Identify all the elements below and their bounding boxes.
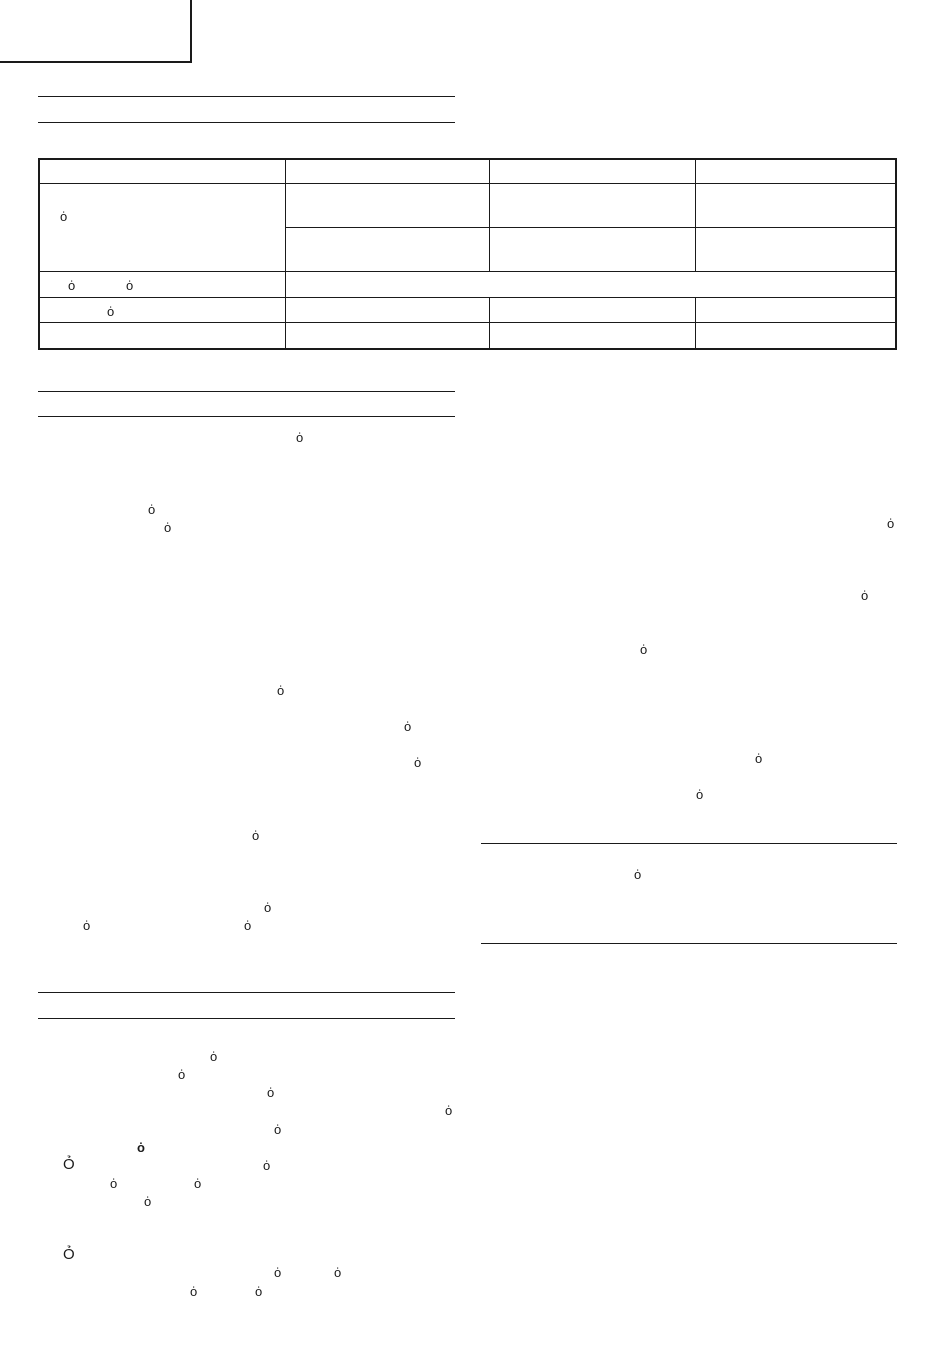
text-mark: ȯ [244, 918, 252, 933]
text-mark: ȯ [274, 1122, 282, 1137]
text-mark: ȯ [640, 642, 648, 657]
table-cell-mark: ȯ [126, 278, 134, 293]
text-mark: ȯ [445, 1103, 453, 1118]
table-row-divider-1b [285, 227, 895, 228]
table-row-divider-1 [40, 183, 895, 184]
table-row-divider-4 [40, 322, 895, 323]
text-mark: ȯ [110, 1176, 118, 1191]
text-mark: ȯ [144, 1194, 152, 1209]
text-mark: ȯ [887, 516, 895, 531]
text-mark: ȯ [404, 719, 412, 734]
table-cell-mark: ȯ [68, 278, 76, 293]
table-col-divider-3 [695, 160, 696, 272]
text-mark-capital: Ỏ [63, 1246, 75, 1263]
text-mark: ȯ [83, 918, 91, 933]
text-mark: ȯ [277, 683, 285, 698]
text-mark: ȯ [264, 900, 272, 915]
text-mark: ȯ [178, 1067, 186, 1082]
section1-rule-bottom [38, 416, 455, 417]
text-mark: ȯ [194, 1176, 202, 1191]
page-corner-tab [0, 0, 192, 63]
text-mark: ȯ [755, 751, 763, 766]
section2-rule-top [38, 992, 455, 993]
text-mark: ȯ [634, 867, 642, 882]
right-section-rule-top [481, 843, 897, 844]
text-mark: ȯ [255, 1284, 263, 1299]
text-mark: ȯ [414, 755, 422, 770]
header-rule-top [38, 96, 455, 97]
text-mark: ȯ [263, 1158, 271, 1173]
table-col-divider-2 [489, 160, 490, 272]
text-mark: ȯ [861, 588, 869, 603]
text-mark-capital: Ỏ [63, 1156, 75, 1173]
text-mark: ȯ [210, 1049, 218, 1064]
text-mark: ȯ [164, 520, 172, 535]
text-mark: ȯ [296, 430, 304, 445]
specifications-table [38, 158, 897, 350]
text-mark: ȯ [334, 1265, 342, 1280]
table-cell-mark: ȯ [107, 304, 115, 319]
text-mark: ȯ [190, 1284, 198, 1299]
section2-rule-bottom [38, 1018, 455, 1019]
table-col-divider-1 [285, 160, 286, 348]
table-row-divider-2 [40, 271, 895, 272]
text-mark: ȯ [252, 828, 260, 843]
header-rule-bottom [38, 122, 455, 123]
text-mark-bold: ȯ [137, 1140, 145, 1155]
text-mark: ȯ [148, 502, 156, 517]
section1-rule-top [38, 391, 455, 392]
table-cell-mark: ȯ [60, 209, 68, 224]
table-col-divider-2b [489, 298, 490, 348]
table-col-divider-3b [695, 298, 696, 348]
text-mark: ȯ [274, 1265, 282, 1280]
text-mark: ȯ [696, 787, 704, 802]
text-mark: ȯ [267, 1085, 275, 1100]
table-row-divider-3 [40, 297, 895, 298]
right-section-rule-bottom [481, 943, 897, 944]
